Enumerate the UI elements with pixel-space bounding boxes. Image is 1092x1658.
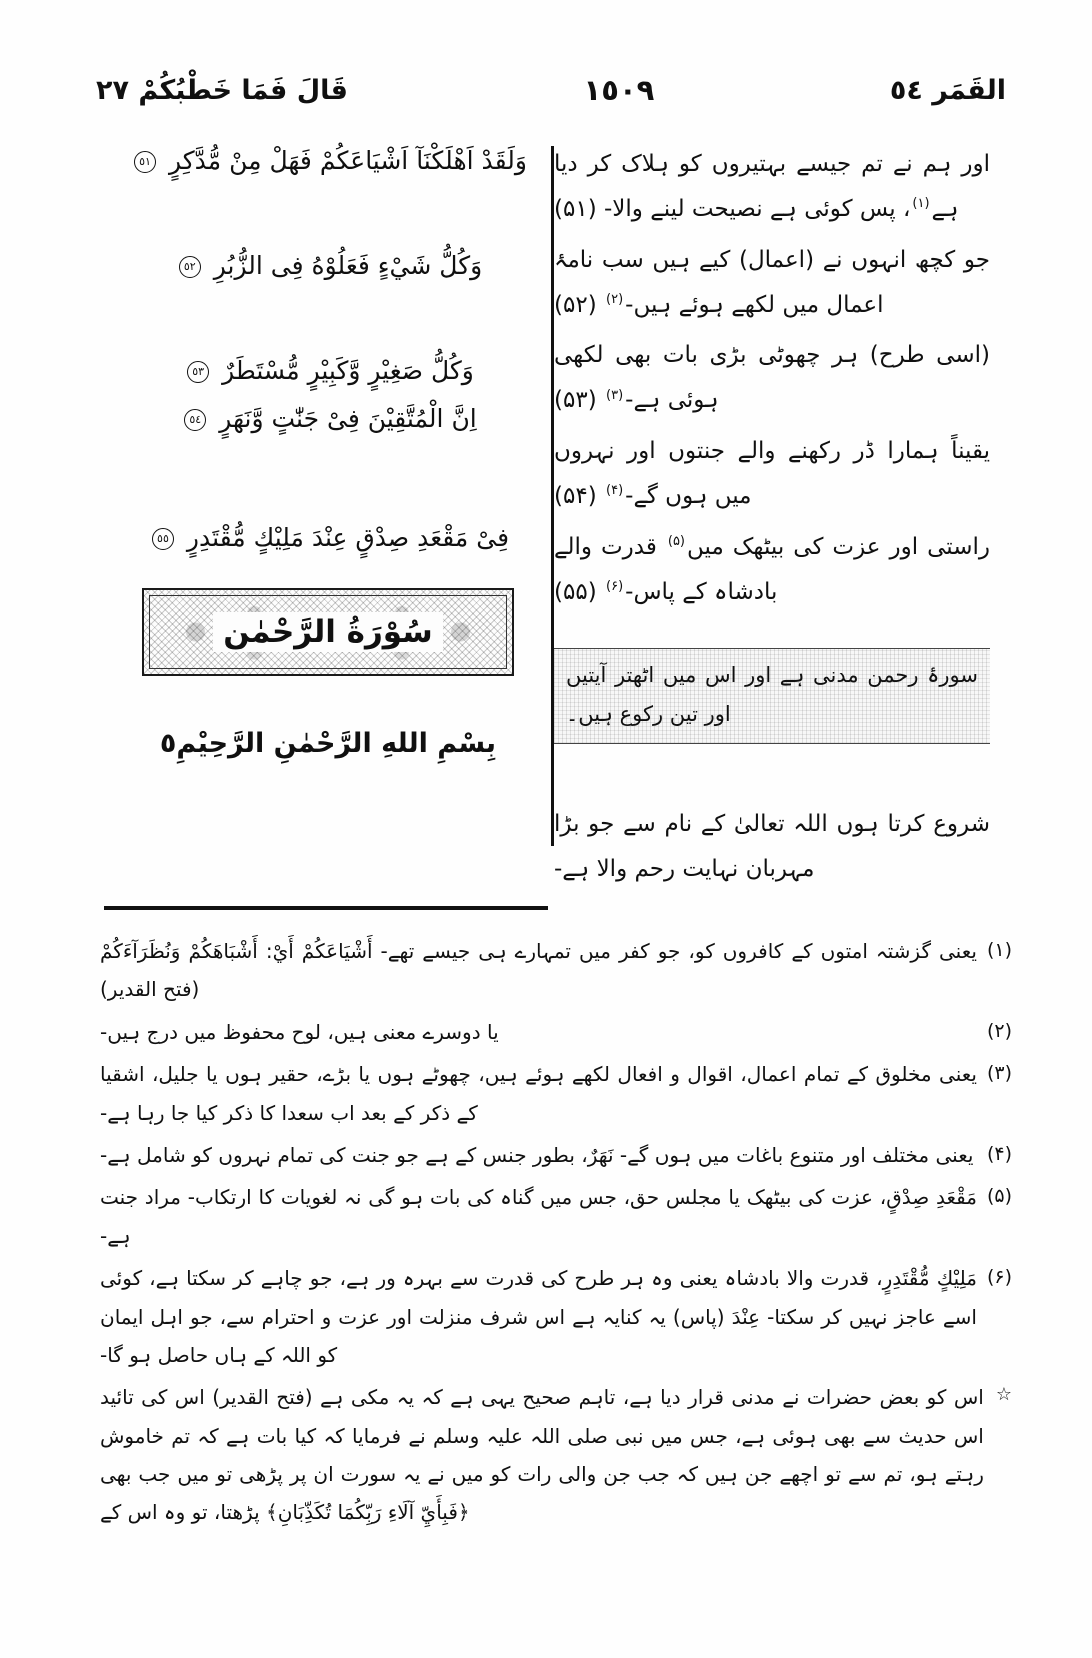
- footnote-ref-4: (۴): [606, 483, 624, 499]
- running-header: [96, 62, 1006, 118]
- footnote-separator-rule: [104, 906, 548, 910]
- footnote-item: [100, 1055, 1012, 1132]
- footnote-ref-3: (۳): [606, 387, 624, 403]
- verse-number-52: (۵۲): [554, 291, 597, 318]
- footnote-marker-5: (۵): [986, 1185, 1012, 1208]
- footnote-ref-5: (۵): [667, 534, 685, 550]
- footnote-text-6: مَلِيْكٍ مُّقْتَدِرٍ، قدرت والا بادشاہ یعنی وہ ہر طرح کی قدرت سے بہرہ ور ہے، جو چاہے کر سکتا ہے، کوئی اسے عاجز نہیں کر سکتا- عِنْدَ (پاس) یہ کنایہ ہے اس شرف منزلت اور عزت و احترام سے، جو اہل ایمان کو اللہ کے ہاں حاصل ہو گا-: [100, 1266, 977, 1367]
- footnote-item: [100, 1259, 1012, 1374]
- footnote-text-1: یعنی گزشتہ امتوں کے کافروں کو، جو کفر میں تمہارے ہی جیسے تھے- أَشْيَاعَكُمْ أَيْ: أَشْبَاهَكُمْ وَنُظَرَآءَكُمْ (فتح القدير): [100, 939, 977, 1002]
- verse-number-55: (۵۵): [554, 578, 597, 605]
- ayah-51-number: ٥١: [134, 151, 156, 173]
- verse-number-51: (۵۱): [554, 195, 597, 222]
- translation-54-text: یقیناً ہمارا ڈر رکھنے والے جنتوں اور نہروں میں ہوں گے-: [554, 438, 990, 509]
- ayah-51-text: وَلَقَدْ اَهْلَكْنَآ اَشْيَاعَكُمْ فَهَلْ مِنْ مُّدَّكِرٍ: [168, 146, 527, 175]
- header-surah-title: القَمَر ٥٤: [889, 74, 1006, 106]
- footnote-text-5: مَقْعَدِ صِدْقٍ، عزت کی بیٹھک یا مجلس حق، جس میں گناہ کی بات ہو گی نہ لغویات کا ارتکاب- مراد جنت ہے-: [100, 1185, 977, 1248]
- translation-51: [554, 142, 990, 232]
- translation-54: [554, 429, 990, 519]
- footnote-text-star: اس کو بعض حضرات نے مدنی قرار دیا ہے، تاہم صحیح یہی ہے کہ یہ مکی ہے (فتح القدير) اس کی تائید اس حدیث سے بھی ہوئی ہے، جس میں نبی صلی اللہ علیہ وسلم نے فرمایا کہ کیا بات ہے کہ تم خاموش رہتے ہو، تم سے تو اچھے جن ہیں کہ جب جن والی رات کو میں نے یہ سورت ان پر پڑھی تو میں جب بھی ﴿فَبِأَيِّ آلَاءِ رَبِّكُمَا تُكَذِّبَانِ﴾ پڑھتا، تو وہ اس کے: [100, 1385, 984, 1525]
- spacer: [118, 469, 538, 519]
- ayah-block: [118, 519, 538, 558]
- spacer: [118, 211, 538, 247]
- urdu-column: [548, 138, 1008, 882]
- translation-55-text: راستی اور عزت کی بیٹھک میں: [687, 533, 991, 560]
- ayah-52: [118, 247, 538, 286]
- footnote-item: [100, 1136, 1012, 1174]
- translation-55-tail: قدرت والے بادشاہ کے پاس-: [554, 533, 778, 605]
- ayah-55-text: فِىْ مَقْعَدِ صِدْقٍ عِنْدَ مَلِيْكٍ مُّقْتَدِرٍ: [186, 523, 510, 552]
- footnote-ref-6: (۶): [606, 578, 624, 594]
- ayah-53: [118, 352, 538, 391]
- star-icon: ☆: [995, 1384, 1012, 1406]
- footnotes-section: [100, 932, 1012, 1536]
- ayah-53-text: وَكُلُّ صَغِيْرٍ وَّكَبِيْرٍ مُّسْتَطَرٌ: [222, 355, 474, 385]
- footnote-item: [100, 1013, 1012, 1051]
- footnote-item: [100, 1178, 1012, 1255]
- ayah-block: [118, 247, 538, 286]
- translation-53-text: (اسی طرح) ہر چھوٹی بڑی بات بھی لکھی ہوئی ہے-: [554, 342, 990, 414]
- footnote-marker-1: (۱): [986, 939, 1012, 961]
- footnote-ref-1: (۱): [912, 196, 930, 212]
- ayah-55: [118, 519, 538, 558]
- translation-51-tail: ، پس کوئی ہے نصیحت لینے والا-: [604, 195, 911, 222]
- header-para-title: قَالَ فَمَا خَطْبُكُمْ ٢٧: [96, 74, 348, 106]
- ayah-55-number: ٥٥: [152, 528, 174, 550]
- translation-51-text: اور ہم نے تم جیسے بہتیروں کو ہلاک کر دیا ہے: [554, 151, 990, 222]
- footnote-text-2: یا دوسرے معنی ہیں، لوح محفوظ میں درج ہیں-: [100, 1019, 499, 1044]
- translation-52-text: جو کچھ انہوں نے (اعمال) کیے ہیں سب نامۂ اعمال میں لکھے ہوئے ہیں-: [554, 246, 990, 318]
- footnote-marker-4: (۴): [986, 1142, 1012, 1165]
- bismillah-arabic: بِسْمِ اللهِ الرَّحْمٰنِ الرَّحِيْمِ٥: [159, 727, 497, 759]
- spacer: [118, 316, 538, 352]
- ayah-53-number: ٥٣: [187, 361, 209, 383]
- footnote-marker-3: (۳): [986, 1062, 1012, 1085]
- ayah-51: [118, 142, 538, 181]
- surah-banner-ornament: [142, 588, 514, 676]
- footnote-text-4: یعنی مختلف اور متنوع باغات میں ہوں گے- نَهَرٌ، بطور جنس کے ہے جو جنت کی تمام نہروں کو شامل ہے-: [100, 1142, 974, 1167]
- ayah-block: [118, 142, 538, 181]
- footnote-marker-2: (۲): [986, 1019, 1012, 1042]
- ayah-52-text: وَكُلُّ شَيْءٍ فَعَلُوْهُ فِى الزُّبُرِ: [213, 250, 483, 280]
- translation-53: [554, 333, 990, 423]
- ayah-54: [118, 400, 538, 439]
- surah-banner-title: سُوْرَةُ الرَّحْمٰن: [213, 612, 442, 652]
- footnote-item: [100, 932, 1012, 1009]
- arabic-column: [96, 138, 548, 858]
- footnote-item-star: [100, 1378, 1012, 1532]
- body-columns: [96, 138, 1008, 882]
- translation-52: [554, 238, 990, 328]
- footnote-ref-2: (۲): [606, 291, 624, 307]
- footnote-marker-6: (۶): [986, 1266, 1012, 1289]
- ayah-52-number: ٥٢: [179, 256, 201, 278]
- footnote-text-3: یعنی مخلوق کے تمام اعمال، اقوال و افعال لکھے ہوئے ہیں، چھوٹے ہوں یا بڑے، حقیر ہوں یا جلیل، اشقیا کے ذکر کے بعد اب سعدا کا ذکر کیا جا رہا ہے-: [100, 1062, 977, 1125]
- verse-number-54: (۵۴): [554, 482, 597, 509]
- ayah-54-number: ٥٤: [184, 409, 206, 431]
- ayah-54-text: اِنَّ الْمُتَّقِيْنَ فِىْ جَنّٰتٍ وَّنَهَرٍ: [219, 404, 477, 434]
- ayah-block: [118, 352, 538, 440]
- translation-55: [554, 525, 990, 615]
- page-number: ١٥٠٩: [583, 73, 655, 107]
- surah-intro-note: سورۂ رحمن مدنی ہے اور اس میں اٹھتر آیتیں اور تین رکوع ہیں۔: [554, 648, 990, 744]
- bismillah-translation: شروع کرتا ہوں اللہ تعالیٰ کے نام سے جو بڑا مہربان نہایت رحم والا ہے-: [554, 811, 990, 882]
- verse-number-53: (۵۳): [554, 387, 597, 414]
